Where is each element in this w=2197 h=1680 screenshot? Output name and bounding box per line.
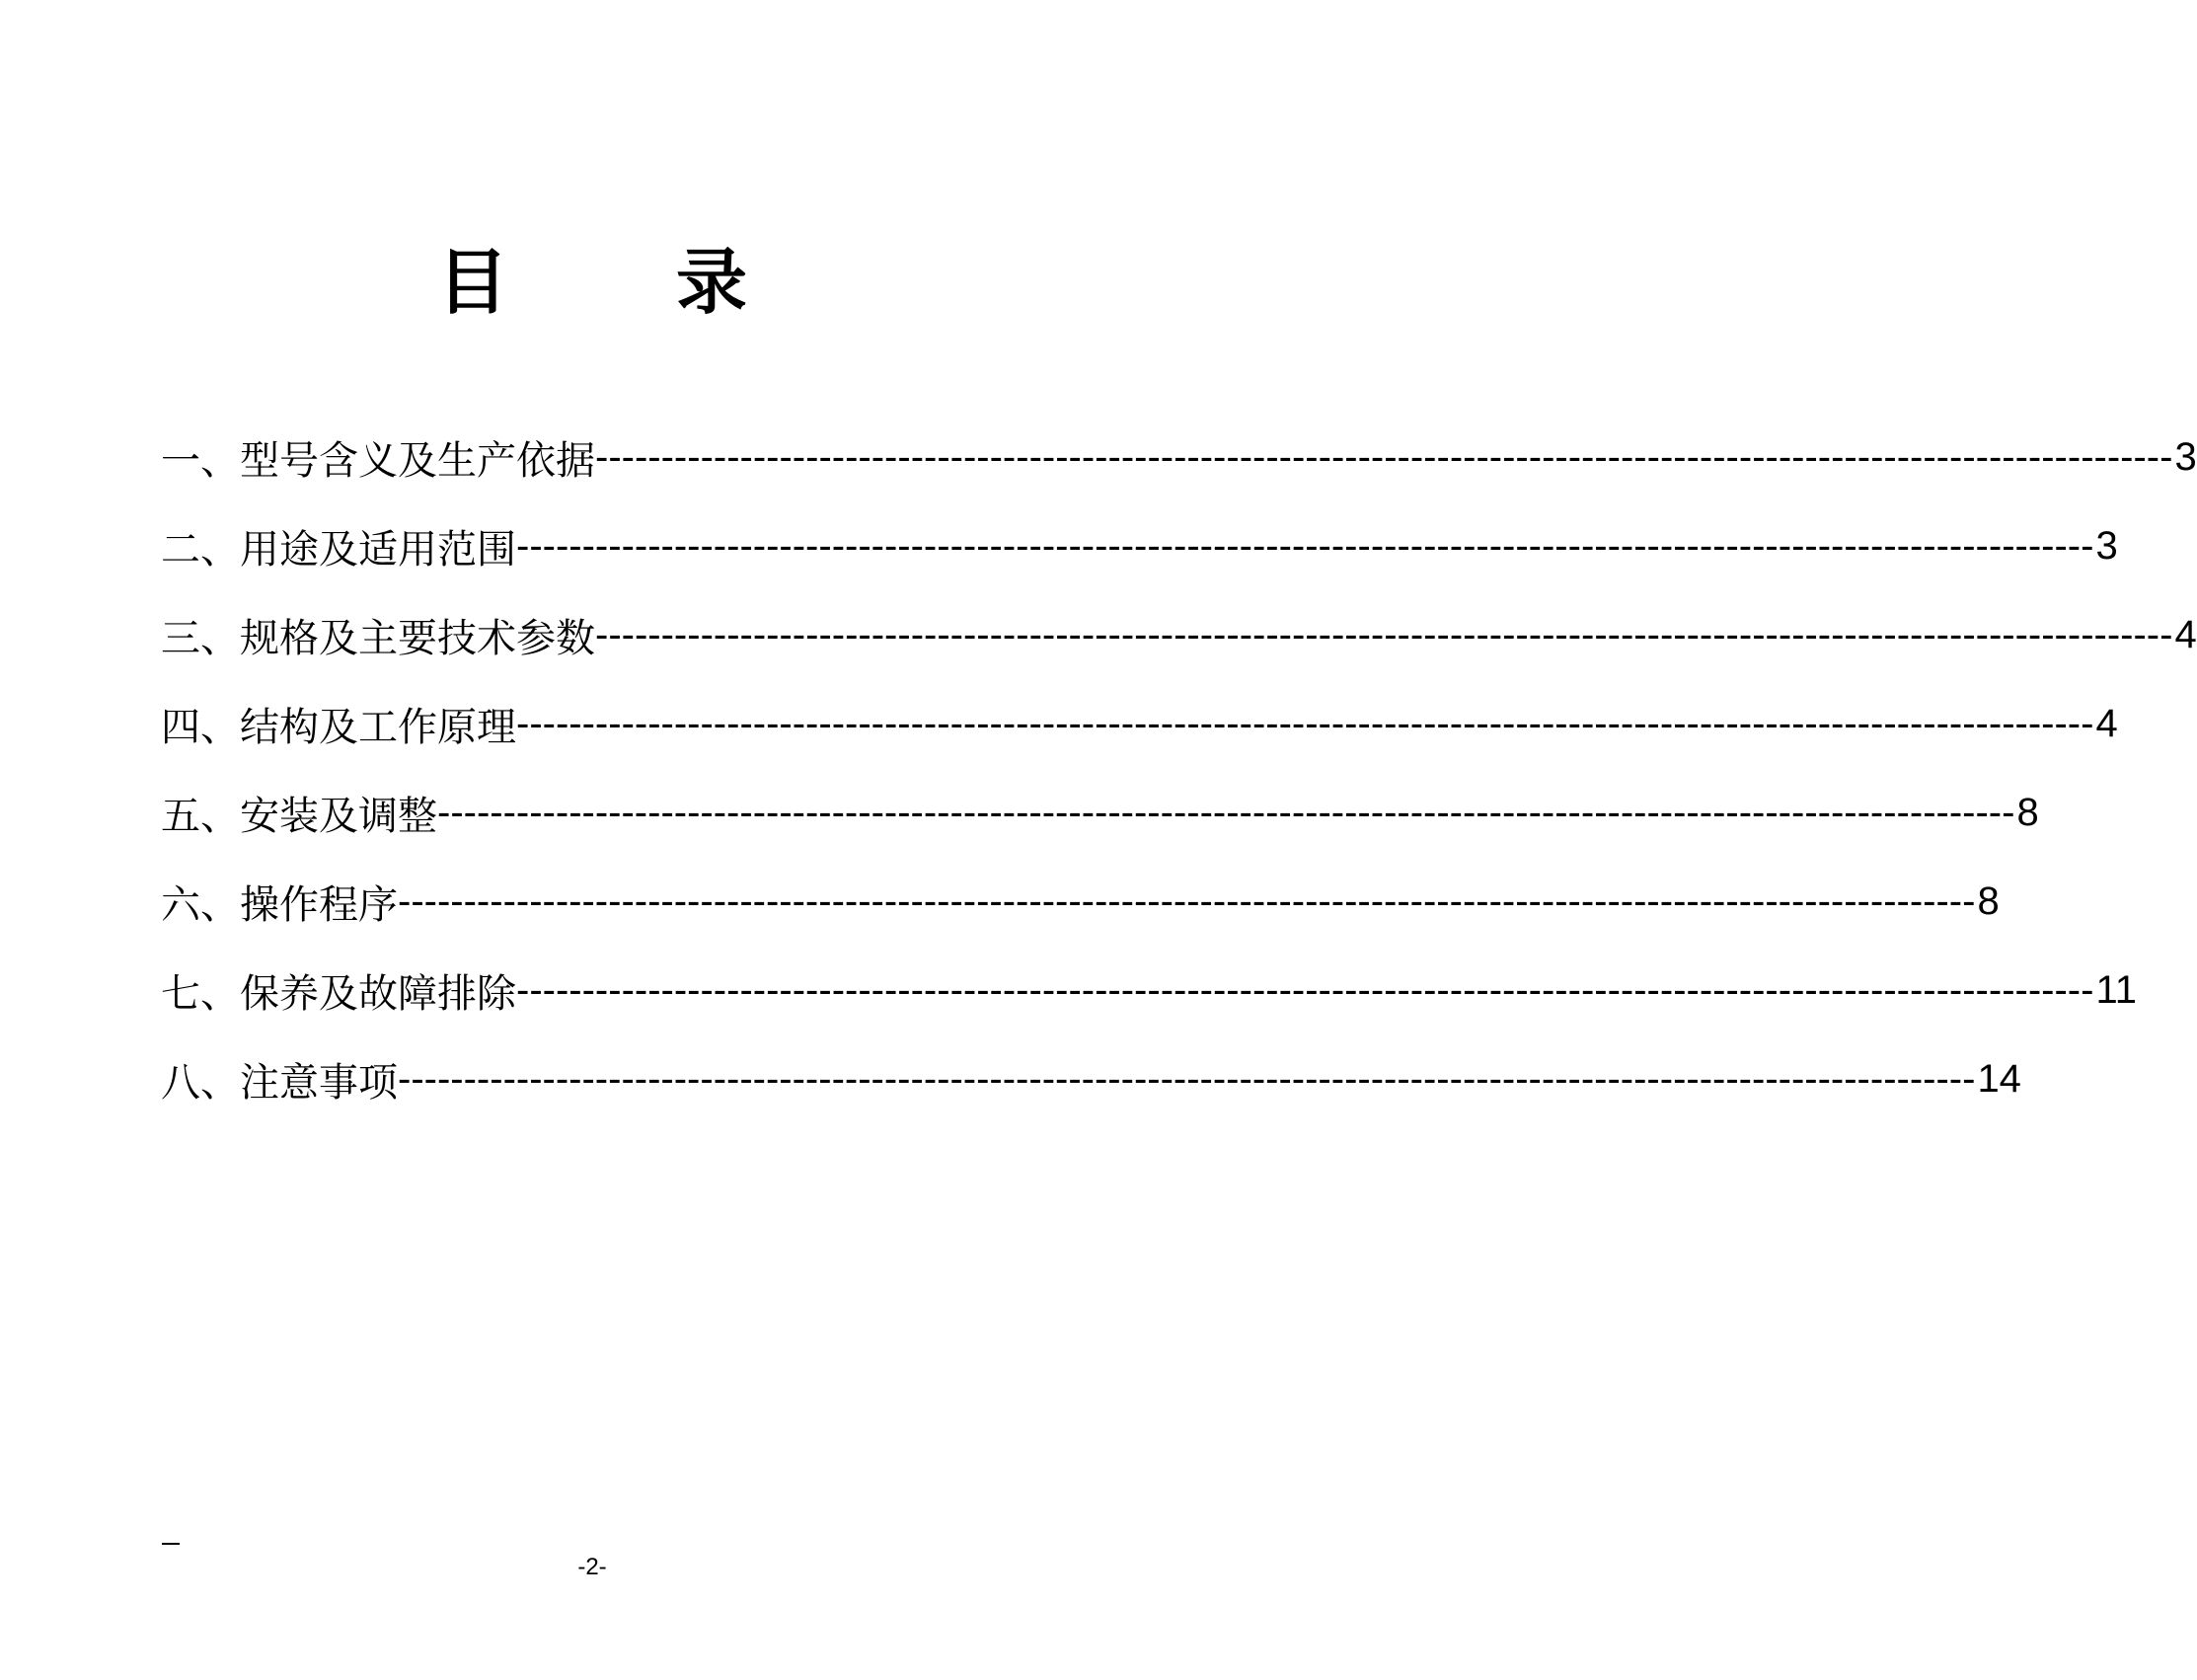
toc-entry-title: 保养及故障排除 xyxy=(240,970,516,1017)
toc-leader: ------------------------------------------------------------------------------------------------------------------------ xyxy=(516,967,2094,1012)
toc-leader: ------------------------------------------------------------------------------------------------------------------------ xyxy=(437,790,2015,834)
toc-entry-title: 注意事项 xyxy=(240,1059,398,1106)
toc-entry-number: 三、 xyxy=(161,615,240,661)
toc-entry-page: 8 xyxy=(1977,878,2000,923)
toc-entry[interactable] xyxy=(161,679,2118,768)
toc-entry-number: 四、 xyxy=(161,704,240,750)
toc-entry-number: 一、 xyxy=(161,437,240,484)
toc-entry-page: 14 xyxy=(1977,1056,2021,1101)
page-number: -2- xyxy=(577,1554,607,1580)
toc-entry-page: 11 xyxy=(2095,967,2137,1012)
toc-entry-page: 3 xyxy=(2174,434,2197,479)
toc-leader: ------------------------------------------------------------------------------------------------------------------------ xyxy=(595,612,2173,656)
toc-leader: ------------------------------------------------------------------------------------------------------------------------ xyxy=(516,523,2094,568)
toc-entry-title: 用途及适用范围 xyxy=(240,526,516,573)
toc-entry-number: 六、 xyxy=(161,881,240,928)
toc-entry-page: 4 xyxy=(2095,701,2118,745)
toc-entry[interactable] xyxy=(161,413,2197,501)
toc-leader: ------------------------------------------------------------------------------------------------------------------------ xyxy=(398,878,1976,923)
footnote-rule xyxy=(162,1543,180,1545)
toc-entry-number: 八、 xyxy=(161,1059,240,1106)
toc-entry-number: 二、 xyxy=(161,526,240,573)
toc-entry[interactable] xyxy=(161,768,2039,857)
toc-entry-title: 型号含义及生产依据 xyxy=(240,437,595,484)
toc-entry[interactable] xyxy=(161,590,2197,679)
toc-entry-title: 规格及主要技术参数 xyxy=(240,615,595,661)
toc-entry-page: 3 xyxy=(2095,523,2118,568)
toc-entry-title: 结构及工作原理 xyxy=(240,704,516,750)
toc-entry[interactable] xyxy=(161,946,2137,1034)
title-char-1: 目 xyxy=(436,241,508,324)
toc-entry-number: 七、 xyxy=(161,970,240,1017)
toc-entry-title: 安装及调整 xyxy=(240,793,437,839)
toc-entry[interactable] xyxy=(161,501,2118,590)
toc-entry-page: 4 xyxy=(2174,612,2197,656)
table-of-contents xyxy=(161,413,2197,1123)
toc-leader: ------------------------------------------------------------------------------------------------------------------------ xyxy=(516,701,2094,745)
toc-entry-number: 五、 xyxy=(161,793,240,839)
toc-leader: ------------------------------------------------------------------------------------------------------------------------ xyxy=(398,1056,1976,1101)
toc-entry[interactable] xyxy=(161,1034,2021,1123)
toc-entry-page: 8 xyxy=(2016,790,2039,834)
page-title xyxy=(0,225,1184,328)
toc-entry[interactable] xyxy=(161,857,2000,946)
title-char-2: 录 xyxy=(676,241,748,324)
toc-entry-title: 操作程序 xyxy=(240,881,398,928)
toc-leader: ------------------------------------------------------------------------------------------------------------------------ xyxy=(595,434,2173,479)
